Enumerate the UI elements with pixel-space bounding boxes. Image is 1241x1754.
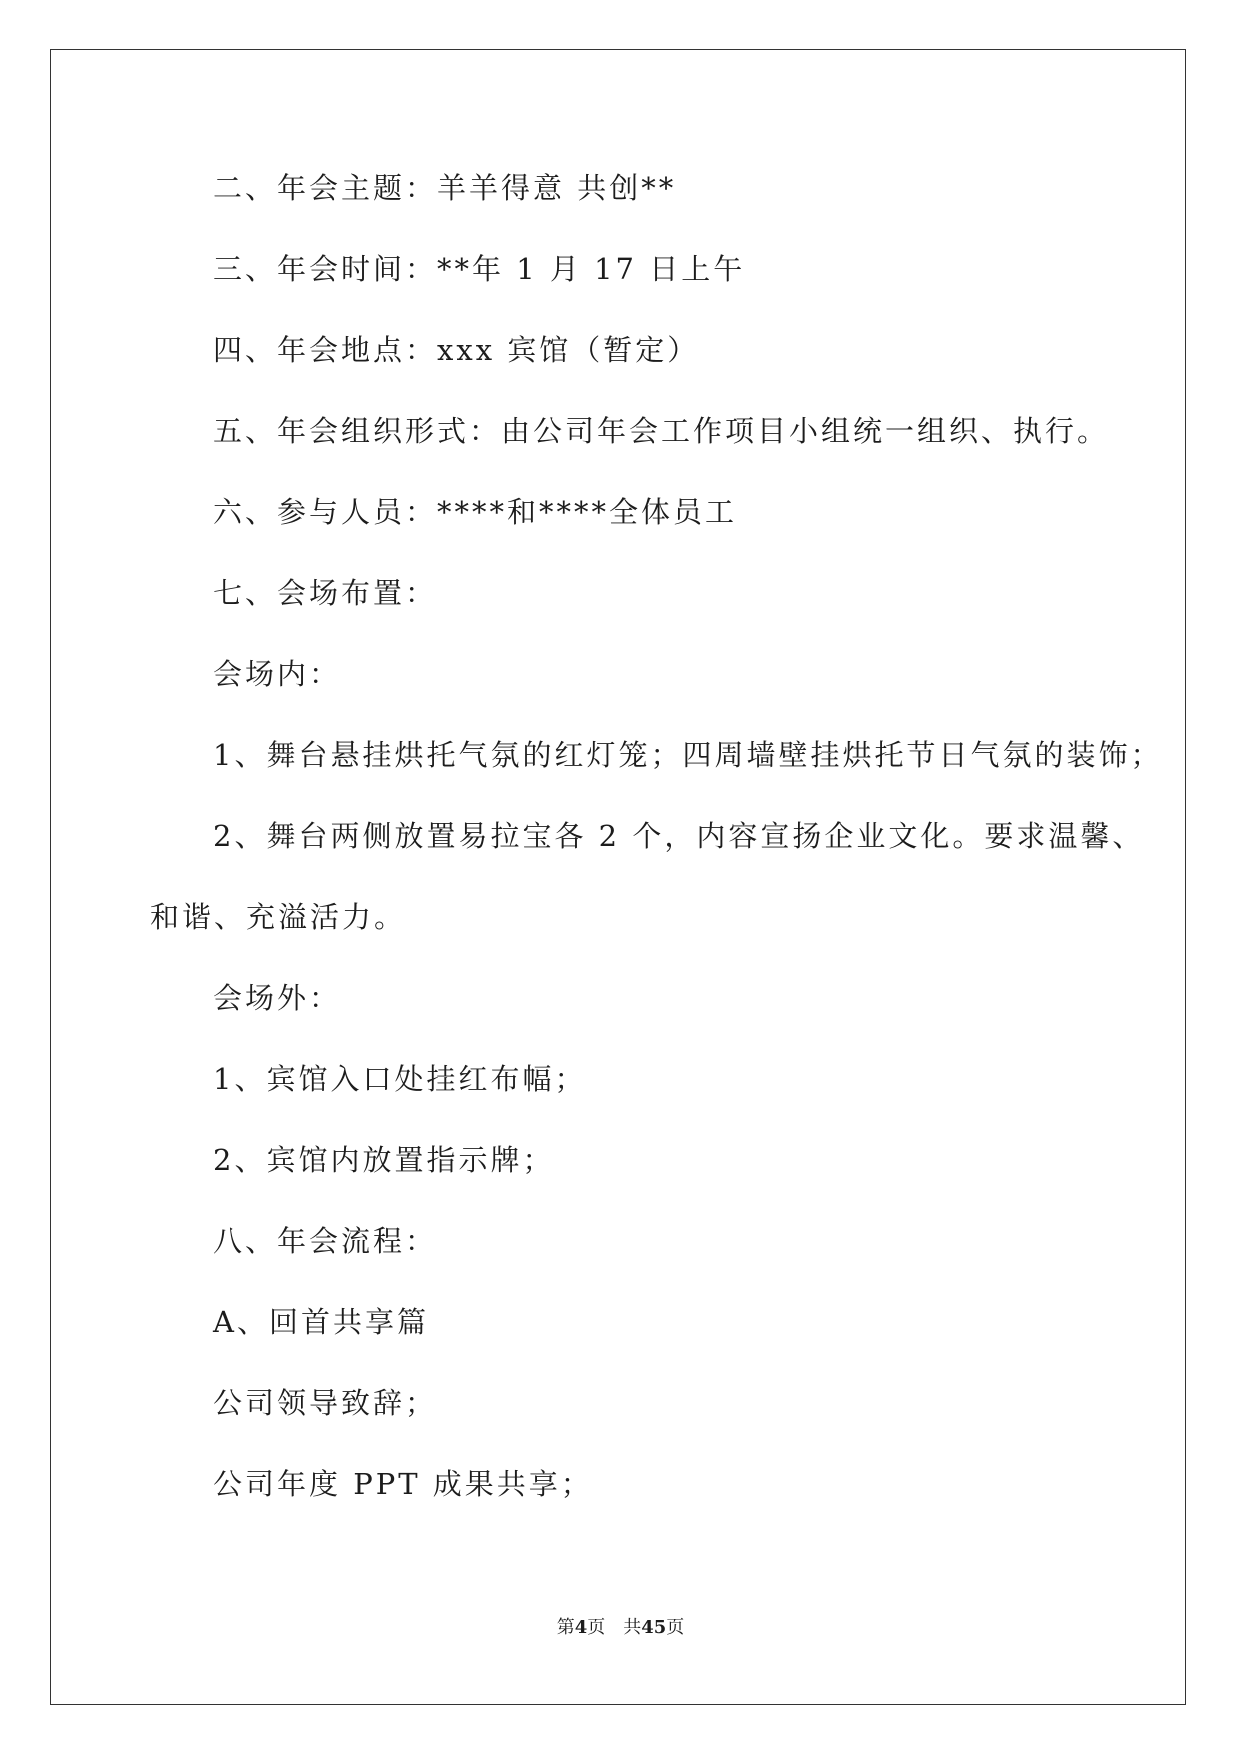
heading-venue-setup: 七、会场布置： xyxy=(213,576,438,610)
page-border xyxy=(50,49,1186,1705)
heading-agenda: 八、年会流程： xyxy=(213,1224,438,1258)
list-item-outside-1: 1、宾馆入口处挂红布幅； xyxy=(213,1062,587,1096)
current-page-number: 4 xyxy=(574,1617,588,1638)
list-item-inside-2: 2、舞台两侧放置易拉宝各 2 个，内容宣扬企业文化。要求温馨、 xyxy=(213,819,1145,853)
heading-outside-venue: 会场外： xyxy=(213,981,342,1015)
agenda-section-a: A、回首共享篇 xyxy=(213,1305,429,1339)
paragraph-theme: 二、年会主题：羊羊得意 共创** xyxy=(213,171,677,205)
paragraph-time: 三、年会时间：**年 1 月 17 日上午 xyxy=(213,252,746,286)
footer-mid: 页 共 xyxy=(587,1617,642,1638)
paragraph-participants: 六、参与人员：****和****全体员工 xyxy=(213,495,738,529)
list-item-inside-1: 1、舞台悬挂烘托气氛的红灯笼；四周墙壁挂烘托节日气氛的装饰； xyxy=(213,738,1163,772)
paragraph-location: 四、年会地点：xxx 宾馆（暂定） xyxy=(213,333,700,367)
agenda-item-ppt: 公司年度 PPT 成果共享； xyxy=(213,1467,593,1501)
page-number-footer xyxy=(0,1616,1241,1640)
total-page-count: 45 xyxy=(641,1617,667,1638)
agenda-item-speech: 公司领导致辞； xyxy=(213,1386,438,1420)
footer-suffix: 页 xyxy=(666,1617,685,1638)
footer-prefix: 第 xyxy=(556,1617,575,1638)
heading-inside-venue: 会场内： xyxy=(213,657,342,691)
list-item-inside-2-continued: 和谐、充溢活力。 xyxy=(150,900,407,934)
paragraph-organization: 五、年会组织形式：由公司年会工作项目小组统一组织、执行。 xyxy=(213,414,1110,448)
list-item-outside-2: 2、宾馆内放置指示牌； xyxy=(213,1143,555,1177)
